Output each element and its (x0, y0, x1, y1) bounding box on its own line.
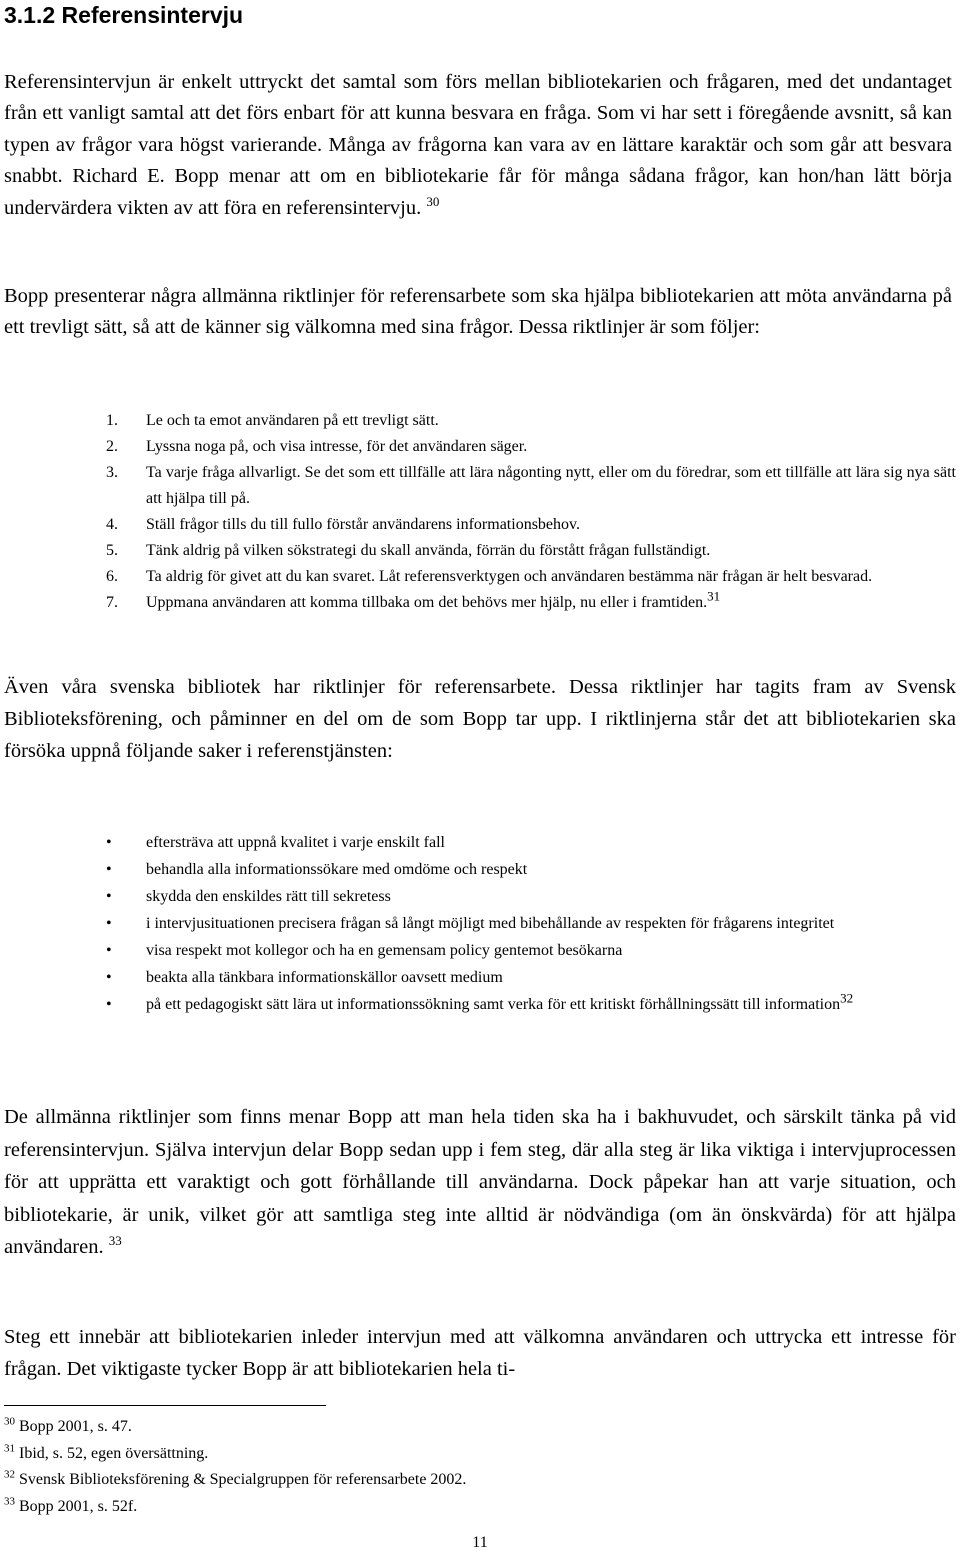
footnote-text: Ibid, s. 52, egen översättning. (19, 1444, 209, 1462)
footnote-text: Bopp 2001, s. 52f. (19, 1497, 138, 1515)
footnote-number: 33 (4, 1495, 15, 1508)
guidelines-bullet-list (4, 829, 956, 1018)
footnote-item (4, 1494, 466, 1521)
footnote-number: 32 (4, 1468, 15, 1481)
list-item (4, 408, 956, 434)
footnote-text: Svensk Biblioteksförening & Specialgruppen för referensarbete 2002. (19, 1471, 467, 1489)
list-item (4, 564, 956, 590)
list-item-text: Lyssna noga på, och visa intresse, för det användaren säger. (146, 438, 528, 455)
bullet-text: beakta alla tänkbara informationskällor oavsett medium (146, 969, 503, 986)
bullet-icon: • (106, 915, 112, 932)
footnote-divider (4, 1405, 326, 1406)
paragraph-text: Referensintervjun är enkelt uttryckt det samtal som förs mellan bibliotekarien och frågaren, med det undantaget från ett vanligt samtal att det förs enbart för att kunna besvara en fråga. Som vi har sett i föregående avsnitt, så kan typen av frågor vara högst varierande. Många av frågorna kan vara av en lättare karaktär och som går att besvara snabbt. Richard E. Bopp menar att om en bibliotekarie får för många sådana frågor, kan hon/han lätt börja undervärdera vikten av att föra en referensintervju. (4, 71, 952, 219)
paragraph-step-one: Steg ett innebär att bibliotekarien inleder intervjun med att välkomna användaren och uttrycka ett intresse för frågan. Det viktigaste tycker Bopp är att bibliotekarien hela ti- (4, 1326, 956, 1380)
list-item (4, 590, 956, 616)
bullet-item (4, 829, 956, 856)
bullet-item (4, 964, 956, 991)
list-item (4, 460, 956, 512)
bullet-icon: • (106, 996, 112, 1013)
bullet-item (4, 937, 956, 964)
bullet-icon: • (106, 942, 112, 959)
list-item-text: Ställ frågor tills du till fullo förstår användarens informationsbehov. (146, 516, 580, 533)
list-number: 6. (106, 568, 118, 585)
list-item-text: Ta varje fråga allvarligt. Se det som ett tillfälle att lära någonting nytt, eller om du föredrar, som ett tillfälle att lära sig nya sätt att hjälpa till på. (146, 464, 956, 507)
list-item-text: Le och ta emot användaren på ett trevligt sätt. (146, 412, 439, 429)
footnote-number: 30 (4, 1415, 15, 1428)
list-item-text (146, 590, 956, 616)
page-number: 11 (472, 1534, 488, 1551)
bullet-icon: • (106, 834, 112, 851)
bullet-text: behandla alla informationssökare med omdöme och respekt (146, 861, 528, 878)
footnote-ref[interactable]: 33 (108, 1233, 122, 1249)
bullet-item (4, 856, 956, 883)
bullet-text: visa respekt mot kollegor och ha en gemensam policy gentemot besökarna (146, 942, 623, 959)
bullet-text: i intervjusituationen precisera frågan så långt möjligt med bibehållande av respekten för frågarens integritet (146, 915, 835, 932)
bullet-item (4, 910, 956, 937)
list-number: 5. (106, 542, 118, 559)
paragraph-bopp-guidelines: Bopp presenterar några allmänna riktlinjer för referensarbete som ska hjälpa bibliotekarien att möta användarna på ett trevligt sätt, så att de känner sig välkomna med sina frågor. Dessa riktlinjer är som följer: (4, 285, 952, 339)
footnote-ref[interactable]: 30 (426, 193, 440, 209)
paragraph-swedish-guidelines: Även våra svenska bibliotek har riktlinjer för referensarbete. Dessa riktlinjer har tagits fram av Svensk Biblioteksförening, och påminner en del om de som Bopp tar upp. I riktlinjerna står det att bibliotekarien ska försöka uppnå följande saker i referenstjänsten: (4, 676, 956, 762)
paragraph-text: De allmänna riktlinjer som finns menar Bopp att man hela tiden ska ha i bakhuvudet, och särskilt tänka på vid referensintervjun. Själva intervjun delar Bopp sedan upp i fem steg, där alla steg är lika viktiga i intervjuprocessen för att upprätta ett varaktigt och gott förhållande till användarna. Dock påpekar han att varje situation, och bibliotekarie, är unik, vilket gör att samtliga steg inte alltid är nödvändiga (om än önskvärda) för att hjälpa användaren. (4, 1106, 956, 1259)
bullet-item (4, 991, 956, 1018)
bullet-icon: • (106, 888, 112, 905)
footnote-number: 31 (4, 1442, 15, 1455)
footnote-ref[interactable]: 31 (707, 588, 721, 604)
footnote-item (4, 1441, 466, 1468)
list-number: 1. (106, 412, 118, 429)
bullet-icon: • (106, 861, 112, 878)
list-item-text: Tänk aldrig på vilken sökstrategi du skall använda, förrän du förstått frågan fullständigt. (146, 542, 711, 559)
list-item-text: Ta aldrig för givet att du kan svaret. Låt referensverktygen och användaren bestämma när frågan är helt besvarad. (146, 568, 873, 585)
list-number: 2. (106, 438, 118, 455)
list-number: 7. (106, 594, 118, 611)
list-item (4, 434, 956, 460)
bullet-item (4, 883, 956, 910)
list-number: 4. (106, 516, 118, 533)
footnotes-list (4, 1414, 466, 1520)
list-item-text-main: Uppmana användaren att komma tillbaka om det behövs mer hjälp, nu eller i framtiden. (146, 594, 708, 611)
section-heading: 3.1.2 Referensintervju (4, 2, 244, 28)
paragraph-referensintervju-intro (4, 67, 952, 224)
bullet-text: på ett pedagogiskt sätt lära ut informationssökning samt verka för ett kritiskt förhållningssätt till information (146, 996, 841, 1013)
list-item (4, 538, 956, 564)
bullet-text: eftersträva att uppnå kvalitet i varje enskilt fall (146, 834, 445, 851)
footnote-item (4, 1414, 466, 1441)
bullet-text: skydda den enskildes rätt till sekretess (146, 888, 391, 905)
footnote-item (4, 1467, 466, 1494)
list-number: 3. (106, 464, 118, 481)
guidelines-numbered-list (4, 408, 956, 616)
list-item (4, 512, 956, 538)
bullet-icon: • (106, 969, 112, 986)
paragraph-interview-steps (4, 1101, 956, 1264)
footnote-ref[interactable]: 32 (840, 990, 854, 1006)
footnote-text: Bopp 2001, s. 47. (19, 1418, 132, 1435)
